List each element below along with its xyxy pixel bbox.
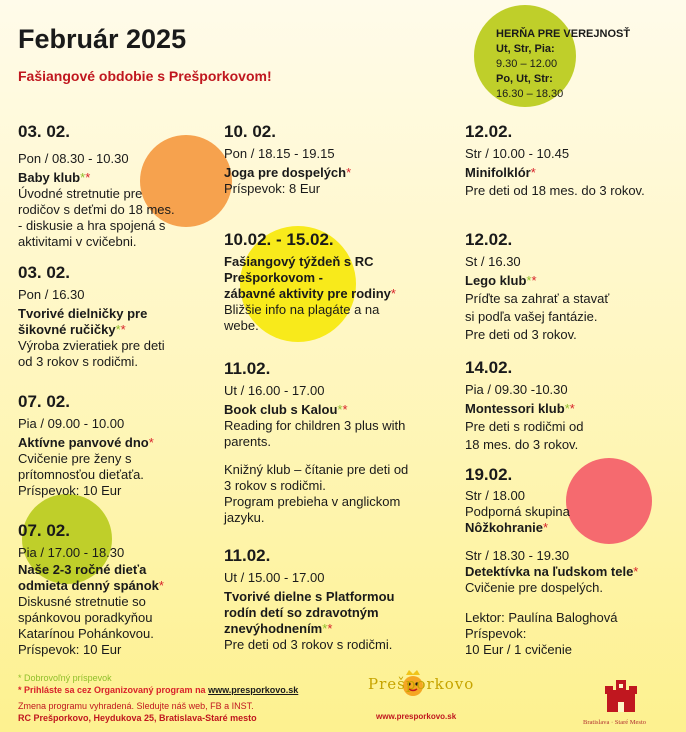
herna-line: Po, Ut, Str: bbox=[496, 73, 553, 85]
register-star: * bbox=[633, 564, 639, 579]
presporkovo-logo-web: www.presporkovo.sk bbox=[376, 712, 457, 721]
event-name: Detektívka na ľudskom tele bbox=[465, 564, 634, 579]
event-desc: 10 Eur / 1 cvičenie bbox=[465, 642, 572, 657]
event-desc: 3 rokov s rodičmi. bbox=[224, 478, 326, 493]
event-desc: Príspevok: 8 Eur bbox=[224, 181, 321, 196]
event-name: Aktívne panvové dno bbox=[18, 435, 149, 450]
event-date: 12.02. bbox=[465, 122, 513, 141]
voluntary-star: * bbox=[564, 401, 570, 416]
event-desc: Reading for children 3 plus with bbox=[224, 418, 406, 433]
event-tvorive-dielnicky bbox=[18, 263, 165, 370]
register-star: * bbox=[120, 322, 126, 337]
event-time: Pia / 09.00 - 10.00 bbox=[18, 416, 125, 431]
event-desc: spánkovou poradkyňou bbox=[18, 610, 153, 625]
event-name: Fašiangový týždeň s RC bbox=[224, 254, 374, 269]
event-time: Str / 10.00 - 10.45 bbox=[465, 146, 570, 161]
event-desc: Pre deti od 3 rokov s rodičmi. bbox=[224, 637, 393, 652]
event-name: Tvorivé dielne s Platformou bbox=[224, 589, 395, 604]
event-name: šikovné ručičky bbox=[18, 322, 116, 337]
event-baby-klub bbox=[18, 122, 175, 250]
event-desc: Cvičenie pre ženy s bbox=[18, 451, 132, 466]
herna-title: HERŇA PRE VEREJNOSŤ bbox=[496, 28, 631, 40]
event-name: Nôžkohranie bbox=[465, 520, 544, 535]
register-star: * bbox=[327, 621, 333, 636]
event-name: Book club s Kalou bbox=[224, 402, 338, 417]
event-panvove-dno bbox=[18, 392, 154, 499]
event-desc: rodičov s deťmi do 18 mes. bbox=[18, 202, 175, 217]
event-name: rodín detí so zdravotným bbox=[224, 605, 379, 620]
event-desc: Diskusné stretnutie so bbox=[18, 594, 146, 609]
event-date: 03. 02. bbox=[18, 122, 70, 141]
register-star: * bbox=[85, 170, 91, 185]
event-desc: Cvičenie pre dospelých. bbox=[465, 580, 604, 595]
event-book-club bbox=[224, 359, 408, 526]
register-star: * bbox=[569, 401, 575, 416]
footer-voluntary-note: * Dobrovoľný príspevok bbox=[18, 673, 112, 683]
event-name: znevýhodnením bbox=[224, 621, 323, 636]
voluntary-star: * bbox=[80, 170, 86, 185]
event-name: odmieta denný spánok bbox=[18, 578, 159, 593]
event-joga bbox=[224, 122, 351, 197]
event-montessori bbox=[465, 358, 584, 453]
register-star: * bbox=[148, 435, 154, 450]
register-star: * bbox=[530, 165, 536, 180]
event-lector: Lektor: Paulína Baloghová bbox=[465, 610, 618, 625]
herna-line: 9.30 – 12.00 bbox=[496, 58, 558, 70]
event-desc: Úvodné stretnutie pre bbox=[18, 186, 143, 201]
event-date: 11.02. bbox=[224, 359, 271, 378]
footer bbox=[18, 672, 298, 724]
event-date: 10. 02. bbox=[224, 122, 276, 141]
event-desc: aktivitami v cvičebni. bbox=[18, 234, 137, 249]
event-name: Prešporkovom - bbox=[224, 270, 323, 285]
voluntary-star: * bbox=[337, 402, 343, 417]
event-date: 19.02. bbox=[465, 465, 513, 484]
event-name: Baby klub bbox=[18, 170, 81, 185]
event-nozkohranie bbox=[465, 465, 638, 658]
register-star: * bbox=[346, 165, 352, 180]
event-date: 07. 02. bbox=[18, 521, 70, 540]
event-desc: parents. bbox=[224, 434, 271, 449]
event-name: Lego klub bbox=[465, 273, 527, 288]
footer-register-text: * Prihláste sa cez Organizovaný program na bbox=[18, 685, 209, 695]
register-star: * bbox=[543, 520, 549, 535]
register-star: * bbox=[342, 402, 348, 417]
herna-box bbox=[496, 27, 630, 102]
event-desc: 18 mes. do 3 rokov. bbox=[465, 437, 579, 452]
footer-register-note bbox=[18, 684, 298, 696]
event-desc: Pre deti od 18 mes. do 3 rokov. bbox=[465, 183, 645, 198]
event-date: 07. 02. bbox=[18, 392, 70, 411]
event-name: zábavné aktivity pre rodiny bbox=[224, 286, 391, 301]
event-desc: Katarínou Pohánkovou. bbox=[18, 626, 154, 641]
event-name: Joga pre dospelých bbox=[224, 165, 347, 180]
event-desc: webe. bbox=[224, 318, 259, 333]
event-time: Str / 18.00 bbox=[465, 488, 525, 503]
event-desc: Výroba zvieratiek pre deti bbox=[18, 338, 165, 353]
event-desc: od 3 rokov s rodičmi. bbox=[18, 354, 138, 369]
bratislava-logo-text: Bratislava · Staré Mesto bbox=[583, 719, 646, 726]
presporkovo-logo-text: Prešporkovo bbox=[368, 675, 475, 693]
register-star: * bbox=[531, 273, 537, 288]
footer-change-note: Zmena programu vyhradená. Sledujte náš web, FB a INST. bbox=[18, 701, 254, 711]
voluntary-star: * bbox=[526, 273, 532, 288]
event-time: St / 16.30 bbox=[465, 254, 521, 269]
footer-address: RC Prešporkovo, Heydukova 25, Bratislava-Staré mesto bbox=[18, 713, 257, 723]
event-desc: Knižný klub – čítanie pre deti od bbox=[224, 462, 409, 477]
herna-line: 16.30 – 18.30 bbox=[496, 88, 564, 100]
event-lego-klub bbox=[465, 230, 609, 343]
event-desc: Podporná skupina bbox=[465, 504, 570, 519]
event-name: Tvorivé dielničky pre bbox=[18, 306, 148, 321]
event-name: Naše 2-3 ročné dieťa bbox=[18, 562, 147, 577]
event-date: 12.02. bbox=[465, 230, 513, 249]
event-fasiangovy-tyzden bbox=[224, 230, 396, 334]
event-desc: jazyku. bbox=[224, 510, 265, 525]
event-date: 14.02. bbox=[465, 358, 513, 377]
event-minifolklor bbox=[465, 122, 645, 199]
event-time: Pon / 16.30 bbox=[18, 287, 85, 302]
voluntary-star: * bbox=[322, 621, 328, 636]
event-desc: si podľa vašej fantázie. bbox=[465, 309, 598, 324]
event-time: Pia / 09.30 -10.30 bbox=[465, 382, 568, 397]
event-name: Minifolklór bbox=[465, 165, 531, 180]
event-desc: Príďte sa zahrať a stavať bbox=[465, 291, 610, 306]
event-time: Pia / 17.00 - 18.30 bbox=[18, 545, 125, 560]
event-desc: Pre deti s rodičmi od bbox=[465, 419, 584, 434]
event-desc: Program prebieha v anglickom bbox=[224, 494, 401, 509]
herna-line: Ut, Str, Pia: bbox=[496, 43, 555, 55]
footer-website-link[interactable]: www.presporkovo.sk bbox=[208, 685, 299, 695]
event-desc: - diskusie a hra spojená s bbox=[18, 218, 166, 233]
event-time: Pon / 18.15 - 19.15 bbox=[224, 146, 335, 161]
event-date: 11.02. bbox=[224, 546, 271, 565]
register-star: * bbox=[390, 286, 396, 301]
page-subtitle: Fašiangové obdobie s Prešporkovom! bbox=[18, 68, 272, 84]
event-desc: Pre deti od 3 rokov. bbox=[465, 327, 577, 342]
event-name: Montessori klub bbox=[465, 401, 565, 416]
event-date: 10.02. - 15.02. bbox=[224, 230, 334, 249]
register-star: * bbox=[158, 578, 164, 593]
page-title: Február 2025 bbox=[18, 24, 187, 54]
event-time: Pon / 08.30 - 10.30 bbox=[18, 151, 129, 166]
event-desc: Príspevok: 10 Eur bbox=[18, 642, 122, 657]
event-desc: Príspevok: 10 Eur bbox=[18, 483, 122, 498]
voluntary-star: * bbox=[115, 322, 121, 337]
bratislava-castle-icon bbox=[604, 676, 638, 714]
event-desc: Bližšie info na plagáte a na bbox=[224, 302, 380, 317]
event-desc: Príspevok: bbox=[465, 626, 527, 641]
event-time: Ut / 15.00 - 17.00 bbox=[224, 570, 325, 585]
event-date: 03. 02. bbox=[18, 263, 70, 282]
event-time: Ut / 16.00 - 17.00 bbox=[224, 383, 325, 398]
event-denny-spanok bbox=[18, 521, 164, 658]
event-platforma bbox=[224, 546, 395, 653]
event-time: Str / 18.30 - 19.30 bbox=[465, 548, 570, 563]
event-desc: prítomnosťou dieťaťa. bbox=[18, 467, 144, 482]
